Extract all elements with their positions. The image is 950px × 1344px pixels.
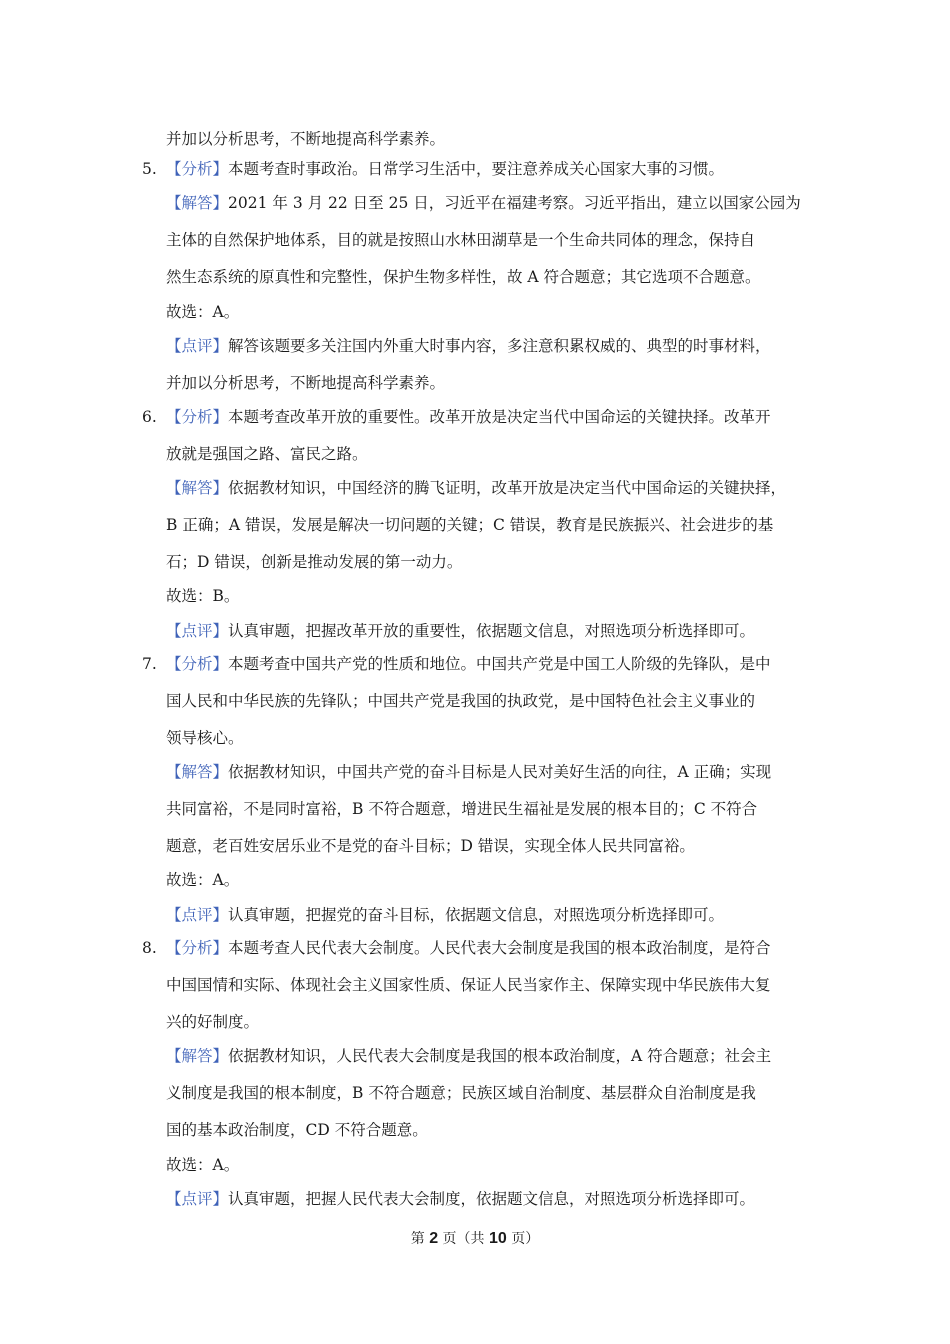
- answer-line: 义制度是我国的根本制度，B 不符合题意；民族区域自治制度、基层群众自治制度是我: [166, 1084, 756, 1102]
- analysis-line: 【分析】本题考查中国共产党的性质和地位。中国共产党是中国工人阶级的先锋队，是中: [166, 655, 771, 673]
- question-number: 7.: [142, 655, 157, 673]
- analysis-line: 放就是强国之路、富民之路。: [166, 445, 368, 463]
- analysis-tag: 【分析】: [166, 939, 229, 957]
- analysis-line: 领导核心。: [166, 729, 244, 747]
- analysis-tag: 【分析】: [166, 160, 229, 178]
- analysis-line: 中国国情和实际、体现社会主义国家性质、保证人民当家作主、保障实现中华民族伟大复: [166, 976, 771, 994]
- comment-tag: 【点评】: [166, 906, 229, 924]
- comment-line: 【点评】认真审题，把握改革开放的重要性，依据题文信息，对照选项分析选择即可。: [166, 622, 756, 640]
- comment-line: 【点评】认真审题，把握人民代表大会制度，依据题文信息，对照选项分析选择即可。: [166, 1190, 756, 1208]
- comment-line: 并加以分析思考，不断地提高科学素养。: [166, 374, 446, 392]
- answer-line: 主体的自然保护地体系，目的就是按照山水林田湖草是一个生命共同体的理念，保持自: [166, 231, 756, 249]
- answer-line: B 正确；A 错误，发展是解决一切问题的关键；C 错误，教育是民族振兴、社会进步的基: [166, 516, 774, 534]
- answer-line: 然生态系统的原真性和完整性，保护生物多样性，故 A 符合题意；其它选项不合题意。: [166, 268, 761, 286]
- analysis-line: 兴的好制度。: [166, 1013, 260, 1031]
- page-footer: 第 2 页（共 10 页）: [410, 1230, 540, 1247]
- analysis-tag: 【分析】: [166, 408, 229, 426]
- choice-line: 故选：A。: [166, 871, 240, 889]
- answer-line: 【解答】依据教材知识，中国共产党的奋斗目标是人民对美好生活的向往，A 正确；实现: [166, 763, 772, 781]
- answer-tag: 【解答】: [166, 479, 229, 497]
- answer-line: 【解答】依据教材知识，人民代表大会制度是我国的根本政治制度，A 符合题意；社会主: [166, 1047, 772, 1065]
- answer-line: 共同富裕，不是同时富裕，B 不符合题意，增进民生福祉是发展的根本目的；C 不符合: [166, 800, 758, 818]
- choice-line: 故选：A。: [166, 1156, 240, 1174]
- comment-tag: 【点评】: [166, 337, 229, 355]
- continued-text: 并加以分析思考，不断地提高科学素养。: [166, 130, 446, 148]
- comment-tag: 【点评】: [166, 1190, 229, 1208]
- comment-line: 【点评】解答该题要多关注国内外重大时事内容，多注意积累权威的、典型的时事材料，: [166, 337, 771, 355]
- analysis-line: 国人民和中华民族的先锋队；中国共产党是我国的执政党，是中国特色社会主义事业的: [166, 692, 756, 710]
- choice-line: 故选：B。: [166, 587, 240, 605]
- choice-line: 故选：A。: [166, 303, 240, 321]
- answer-tag: 【解答】: [166, 763, 229, 781]
- question-number: 8.: [142, 939, 157, 957]
- answer-line: 题意，老百姓安居乐业不是党的奋斗目标；D 错误，实现全体人民共同富裕。: [166, 837, 695, 855]
- answer-tag: 【解答】: [166, 1047, 229, 1065]
- answer-line: 国的基本政治制度，CD 不符合题意。: [166, 1121, 428, 1139]
- analysis-line: 【分析】本题考查时事政治。日常学习生活中，要注意养成关心国家大事的习惯。: [166, 160, 725, 178]
- current-page-number: 2: [429, 1230, 439, 1247]
- analysis-tag: 【分析】: [166, 655, 229, 673]
- answer-tag: 【解答】: [166, 194, 229, 212]
- comment-tag: 【点评】: [166, 622, 229, 640]
- total-page-count: 10: [489, 1230, 507, 1247]
- question-number: 5.: [142, 160, 157, 178]
- question-number: 6.: [142, 408, 157, 426]
- analysis-line: 【分析】本题考查改革开放的重要性。改革开放是决定当代中国命运的关键抉择。改革开: [166, 408, 771, 426]
- analysis-line: 【分析】本题考查人民代表大会制度。人民代表大会制度是我国的根本政治制度，是符合: [166, 939, 771, 957]
- answer-line: 【解答】2021 年 3 月 22 日至 25 日，习近平在福建考察。习近平指出，建立以国家公园为: [166, 194, 801, 212]
- answer-line: 【解答】依据教材知识，中国经济的腾飞证明，改革开放是决定当代中国命运的关键抉择，: [166, 479, 787, 497]
- answer-line: 石；D 错误，创新是推动发展的第一动力。: [166, 553, 463, 571]
- comment-line: 【点评】认真审题，把握党的奋斗目标，依据题文信息，对照选项分析选择即可。: [166, 906, 725, 924]
